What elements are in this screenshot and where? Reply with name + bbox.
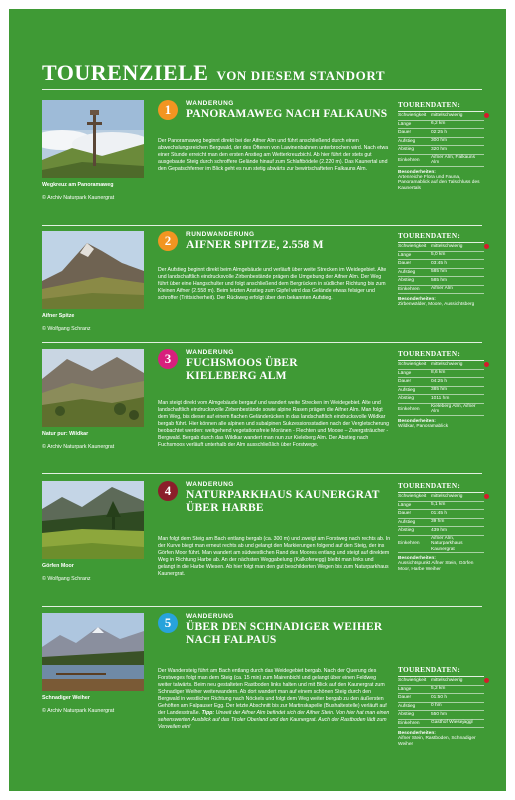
data-label: Aufstieg <box>398 703 416 709</box>
difficulty-dot-icon <box>484 244 489 249</box>
data-row-length <box>398 252 484 261</box>
tour-type: RUNDWANDERUNG <box>186 231 255 238</box>
data-row-difficulty <box>398 493 484 502</box>
data-row-ascent <box>398 138 484 147</box>
tour-description: Man steigt direkt vom Almgebäude bergauf und wandert weite Strecken im Weidegebiet. Alte und landschaftlich eindrucksvolle Zirbenbestände sowie alpine Rasen prägen die Aifner Alm. Man folgt dem Weg, bis dieser auf einem flachen Geländerücken in das landschaftlich eindrucksvolle Wildkar bergab führt. Hier können alle alpinen und subalpinen Sukzessionsstadien nach der Vergletscherung beobachtet werden: weitgehend vegetationsfreie Moränen - Flechten und Moose – Zwergsträucher - Bergwald. Bergab durch das Wildkar wandert man nun zur Kieleberg Alm. Der Abstieg nach Fuchsmoos verläuft unterhalb der Alm ausschließlich über Forstwege. <box>158 400 389 448</box>
difficulty-dot-icon <box>484 362 489 367</box>
tour-data-title: TOURENDATEN: <box>398 231 484 243</box>
data-row-descent <box>398 146 484 155</box>
info-board <box>9 9 506 791</box>
data-label: Schwierigkeit <box>398 362 427 368</box>
notes-text: Aifner Stein, Rastboden, Schnadiger Weiher <box>398 736 476 747</box>
tour-number-badge: 2 <box>158 231 178 251</box>
data-row-difficulty <box>398 243 484 252</box>
notes-text: Artenreiche Flora und Fauna, Panoramablick auf den Talschluss des Kaunertals <box>398 174 480 191</box>
tour-number-badge: 5 <box>158 613 178 633</box>
data-label: Abstieg <box>398 528 414 534</box>
data-value: 01:50 h <box>431 694 448 700</box>
data-label: Abstieg <box>398 712 414 718</box>
data-label: Abstieg <box>398 278 414 284</box>
tour-photo-schnadiger-weiher <box>42 613 144 691</box>
tip-label: Tipp: <box>201 710 215 716</box>
data-label: Einkehren <box>398 720 420 726</box>
data-value: Gasthof Wiesejaggl <box>431 720 473 726</box>
data-value: 6,2 km <box>431 121 446 127</box>
tour-caption: Aifner Spitze <box>42 313 75 319</box>
data-row-length <box>398 121 484 130</box>
data-label: Dauer <box>398 511 412 517</box>
data-value: Aifner Alm, Falkauns Alm <box>431 154 475 166</box>
tour-description-text: Der Wandersteig führt am Bach entlang durch das Weidegebiet bergab. Nach der Querung des Forstweges folgt man dem Steig (ca. 15 min) zum Mairenbichl und gelangt über einen Feldweg weiter talwärts. Beim neu gestalteten Rastboden links halten und mit Blick auf den Kaunergrat zum Schnadiger Weiher weiterwandern. Ab dort wandert man auf einem schönen Steig durch den Bergwald in westlicher Richtung nach Nöckels und folgt dem Weg weiter bergab zu den äußersten Gehöften am Falpauser Egg. Der letzte Abschnitt bis zur Martinskapelle (Bushaltestelle) verläuft auf der Landesstraße. <box>158 668 387 716</box>
data-row-ascent <box>398 519 484 528</box>
data-value: mittelschwierig <box>431 112 463 118</box>
data-label: Abstieg <box>398 147 414 153</box>
data-label: Aufstieg <box>398 269 416 275</box>
tour-3 <box>9 349 506 469</box>
data-label: Aufstieg <box>398 519 416 525</box>
data-value: 04:25 h <box>431 378 448 384</box>
tour-number-badge: 3 <box>158 349 178 369</box>
section-divider <box>42 606 482 607</box>
tour-credit: © Archiv Naturpark Kaunergrat <box>42 195 115 201</box>
data-label: Länge <box>398 252 412 258</box>
data-row-duration <box>398 260 484 269</box>
data-label: Aufstieg <box>398 387 416 393</box>
header-divider <box>42 89 482 90</box>
difficulty-dot-icon <box>484 494 489 499</box>
data-row-descent <box>398 527 484 536</box>
data-label: Aufstieg <box>398 138 416 144</box>
data-row-ascent <box>398 269 484 278</box>
tour-data-panel <box>398 349 484 429</box>
data-value: 8,6 km <box>431 370 446 376</box>
tour-data-panel <box>398 481 484 572</box>
data-row-huts <box>398 155 484 167</box>
page-title: TOURENZIELE <box>42 60 209 85</box>
tour-title: NATURPARKHAUS KAUNERGRAT ÜBER HARBE <box>186 489 380 514</box>
tour-caption: Natur pur: Wildkar <box>42 431 89 437</box>
difficulty-dot-icon <box>484 113 489 118</box>
data-row-descent <box>398 277 484 286</box>
data-value: 5,1 km <box>431 502 446 508</box>
data-label: Dauer <box>398 379 412 385</box>
data-label: Einkehren <box>398 406 420 412</box>
tour-data-title: TOURENDATEN: <box>398 349 484 361</box>
tour-4 <box>9 481 506 601</box>
tour-data-panel <box>398 665 484 747</box>
data-row-length <box>398 370 484 379</box>
page-subtitle: VON DIESEM STANDORT <box>216 68 386 83</box>
data-value: 585 hm <box>431 269 447 275</box>
notes-label: Besonderheiten: <box>398 731 436 736</box>
data-value: Aifner Alm, Naturparkhaus Kaunergrat <box>431 535 463 552</box>
notes-text: Zirbenwälder, Moore, Aussichtsberg <box>398 302 475 307</box>
data-row-descent <box>398 395 484 404</box>
tour-data-title: TOURENDATEN: <box>398 665 484 677</box>
tour-description: Man folgt dem Steig am Bach entlang bergab (ca. 300 m) und zweigt am Forstweg nach rechts ab. In der Kurve biegt man erneut rechts ab und gelangt den Markierungen folgend auf den Steig, der ins Görfen Moor führt. Man wandert am südwestlichen Rand des Moores entlang und steigt auf direktem Weg in Richtung Harbe ab. An der nächsten Weggabelung (Kalkofenegg) bleibt man links und gelangt in die Harbe Wiesen. Ab hier folgt man den gut beschilderten Wegen bis zum Naturparkhaus Kaunergrat. <box>158 536 391 577</box>
data-value: 03:45 h <box>431 260 448 266</box>
data-value: 39 hm <box>431 519 445 525</box>
tour-description: Der Aufstieg beginnt direkt beim Almgebäude und verläuft über weite Strecken im Weidegebiet. Alte und landschaftlich eindrucksvolle Zirbenbestände prägen die Umgebung der Aifner Alm. Der Weg führt über eine Hangschulter und folgt anschließend dem Bergrücken in südlicher Richtung bis zum Kleinen Aifner (2.558 m). Beim letzten Anstieg zum Gipfel wird das Gelände etwas felsiger und schroffer (Trittsicherheit). Der Rückweg erfolgt über den bekannten Aufstieg. <box>158 267 387 301</box>
tour-photo-goerfen-moor <box>42 481 144 559</box>
section-divider <box>42 342 482 343</box>
data-row-duration <box>398 510 484 519</box>
data-label: Dauer <box>398 130 412 136</box>
data-label: Einkehren <box>398 286 420 292</box>
data-value: 0 hm <box>431 703 442 709</box>
tour-photo-wegkreuz <box>42 100 144 178</box>
data-value: 5,2 km <box>431 686 446 692</box>
data-row-difficulty <box>398 677 484 686</box>
data-row-ascent <box>398 703 484 712</box>
tour-5 <box>9 613 506 783</box>
tour-photo-aifner-spitze <box>42 231 144 309</box>
data-value: 439 hm <box>431 527 447 533</box>
tour-title: FUCHSMOOS ÜBER KIELEBERG ALM <box>186 357 298 382</box>
notes-label: Besonderheiten: <box>398 556 436 562</box>
difficulty-dot-icon <box>484 678 489 683</box>
notes-label: Besonderheiten: <box>398 418 436 424</box>
tour-number-badge: 4 <box>158 481 178 501</box>
data-row-huts <box>398 286 484 295</box>
data-label: Länge <box>398 502 412 508</box>
section-divider <box>42 473 482 474</box>
tour-1 <box>9 100 506 220</box>
data-value: Aifner Alm <box>431 286 453 292</box>
tour-type: WANDERUNG <box>186 349 234 356</box>
data-value: 300 hm <box>431 138 447 144</box>
data-row-difficulty <box>398 361 484 370</box>
tour-data-panel <box>398 100 484 191</box>
data-label: Abstieg <box>398 396 414 402</box>
tip-text: Unweit der Aifner Alm befindet sich der Aifner Stein. Von hier hat man einen sehenswerten Ausblick auf das Tiroler Oberland und den Kaunergrat. Auch der Rastboden lädt zum Verweilen ein! <box>158 710 390 730</box>
data-value: 01:45 h <box>431 510 448 516</box>
tour-title: PANORAMAWEG NACH FALKAUNS <box>186 108 388 120</box>
tour-2 <box>9 231 506 351</box>
tour-data-panel <box>398 231 484 308</box>
tour-type: WANDERUNG <box>186 481 234 488</box>
data-row-huts <box>398 404 484 416</box>
data-label: Dauer <box>398 695 412 701</box>
data-label: Einkehren <box>398 157 420 163</box>
data-label: Schwierigkeit <box>398 244 427 250</box>
tour-data-title: TOURENDATEN: <box>398 481 484 493</box>
data-row-huts <box>398 720 484 729</box>
notes-text: Aussichtspunkt Aifner Stein, Görfen Moor, Harbe Weiher <box>398 561 474 572</box>
data-row-ascent <box>398 387 484 396</box>
notes-label: Besonderheiten: <box>398 297 436 302</box>
data-row-duration <box>398 129 484 138</box>
data-row-huts <box>398 536 484 554</box>
data-value: mittelschwierig <box>431 243 463 249</box>
data-row-length <box>398 686 484 695</box>
tour-caption: Wegkreuz am Panoramaweg <box>42 182 114 188</box>
data-label: Einkehren <box>398 541 420 547</box>
notes-label: Besonderheiten: <box>398 169 436 175</box>
data-row-length <box>398 502 484 511</box>
data-value: 5,0 km <box>431 252 446 258</box>
tour-credit: © Archiv Naturpark Kaunergrat <box>42 708 115 714</box>
data-label: Schwierigkeit <box>398 678 427 684</box>
data-row-duration <box>398 378 484 387</box>
tour-type: WANDERUNG <box>186 100 234 107</box>
tour-caption: Schnadiger Weiher <box>42 695 90 701</box>
data-label: Länge <box>398 370 412 376</box>
tour-credit: © Archiv Naturpark Kaunergrat <box>42 444 115 450</box>
tour-description <box>158 668 391 731</box>
tour-title: AIFNER SPITZE, 2.558 M <box>186 239 324 251</box>
data-value: mittelschwierig <box>431 677 463 683</box>
tour-number-badge: 1 <box>158 100 178 120</box>
tour-photo-wildkar <box>42 349 144 427</box>
data-value: 320 hm <box>431 146 447 152</box>
data-row-descent <box>398 711 484 720</box>
data-row-difficulty <box>398 112 484 121</box>
data-value: 02:25 h <box>431 129 448 135</box>
data-value: 550 hm <box>431 711 447 717</box>
data-value: mittelschwierig <box>431 493 463 499</box>
tour-credit: © Wolfgang Schranz <box>42 576 91 582</box>
section-divider <box>42 225 482 226</box>
data-value: Kieleberg Alm, Aifner Alm <box>431 403 476 415</box>
data-label: Länge <box>398 686 412 692</box>
data-label: Schwierigkeit <box>398 494 427 500</box>
data-row-duration <box>398 694 484 703</box>
data-label: Schwierigkeit <box>398 113 427 119</box>
tour-description: Der Panoramaweg beginnt direkt bei der Aifner Alm und führt anschließend durch einen abwechslungsreichen Bergwald, der des Öfteren von Lawinenbahnen unterbrochen wird. Nach etwa einer Stunde erreicht man den ersten Anstieg am Wetterkreuzbichl. Ab hier führt der stets gut ausgebaute Steig durch schroffere Gelände hinauf zum Schlaftbödele (2.220 m). Das Kaunertal und den Gepatschferner im Blick geht es nun stetig abwärts zur bewirtschafteten Falkauns Alm. <box>158 138 389 172</box>
tour-credit: © Wolfgang Schranz <box>42 326 91 332</box>
notes-text: Wildkar, Panoramablick <box>398 423 449 429</box>
data-label: Länge <box>398 121 412 127</box>
tour-title: ÜBER DEN SCHNADIGER WEIHER NACH FALPAUS <box>186 621 383 646</box>
tour-data-title: TOURENDATEN: <box>398 100 484 112</box>
data-value: 1011 hm <box>431 395 450 401</box>
data-value: 585 hm <box>431 277 447 283</box>
tour-caption: Görfen Moor <box>42 563 74 569</box>
data-value: 385 hm <box>431 387 447 393</box>
tour-type: WANDERUNG <box>186 613 234 620</box>
data-label: Dauer <box>398 261 412 267</box>
data-value: mittelschwierig <box>431 361 463 367</box>
page-header <box>42 60 385 86</box>
